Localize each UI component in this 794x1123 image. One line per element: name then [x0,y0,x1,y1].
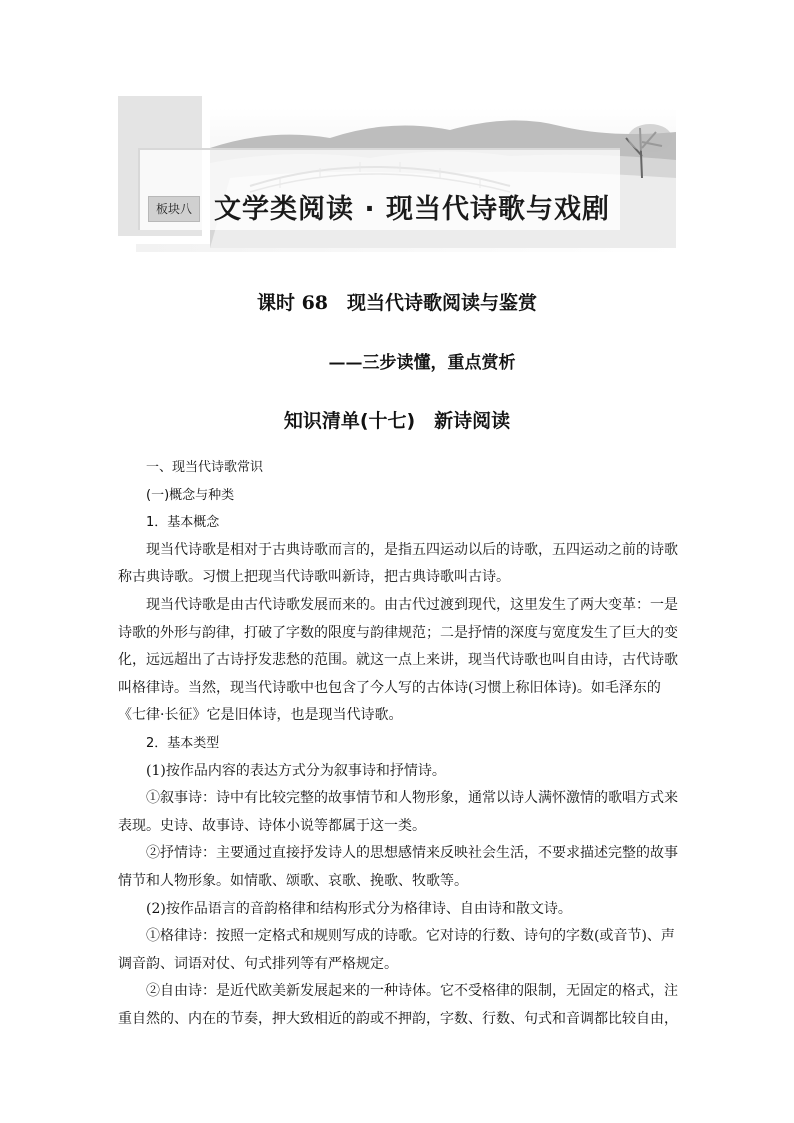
banner-title: 文学类阅读 · 现当代诗歌与戏剧 [214,194,611,225]
paragraph: ①叙事诗：诗中有比较完整的故事情节和人物形象，通常以诗人满怀激情的歌唱方式来表现。史诗、故事诗、诗体小说等都属于这一类。 [118,790,678,834]
chapter-banner [118,96,676,252]
section-heading: (一)概念与种类 [146,487,235,503]
paragraph: ②抒情诗：主要通过直接抒发诗人的思想感情来反映社会生活，不要求描述完整的故事情节和人物形象。如情歌、颂歌、哀歌、挽歌、牧歌等。 [118,845,678,889]
paragraph: (1)按作品内容的表达方式分为叙事诗和抒情诗。 [146,762,446,779]
section-badge: 板块八 [148,196,200,222]
paragraph: (2)按作品语言的音韵格律和结构形式分为格律诗、自由诗和散文诗。 [146,900,572,917]
lesson-subtitle: ——三步读懂，重点赏析 [328,353,516,373]
section-heading: 1．基本概念 [146,515,220,531]
body-text [118,454,678,1033]
lesson-title: 课时 68 现当代诗歌阅读与鉴赏 [256,292,538,314]
paragraph: ②自由诗：是近代欧美新发展起来的一种诗体。它不受格律的限制，无固定的格式，注重自然的、内在的节奏，押大致相近的韵或不押韵，字数、行数、句式和音调都比较自由， [118,983,678,1027]
section-heading: 2．基本类型 [146,735,220,751]
section-heading: 一、现当代诗歌常识 [146,460,264,475]
paragraph: 现当代诗歌是相对于古典诗歌而言的，是指五四运动以后的诗歌，五四运动之前的诗歌称古典诗歌。习惯上把现当代诗歌叫新诗，把古典诗歌叫古诗。 [118,541,678,586]
paragraph: ①格律诗：按照一定格式和规则写成的诗歌。它对诗的行数、诗句的字数(或音节)、声调音韵、词语对仗、句式排列等有严格规定。 [118,928,675,972]
paragraph: 现当代诗歌是由古代诗歌发展而来的。由古代过渡到现代，这里发生了两大变革：一是诗歌的外形与韵律，打破了字数的限度与韵律规范；二是抒情的深度与宽度发生了巨大的变化，远远超出了古诗抒发悲愁的范围。就这一点上来讲，现当代诗歌也叫自由诗，古代诗歌叫格律诗。当然，现当代诗歌中也包含了今人写的古体诗(习惯上称旧体诗)。如毛泽东的《七律·长征》它是旧体诗，也是现当代诗歌。 [118,596,678,724]
section-title: 知识清单(十七) 新诗阅读 [283,410,511,432]
